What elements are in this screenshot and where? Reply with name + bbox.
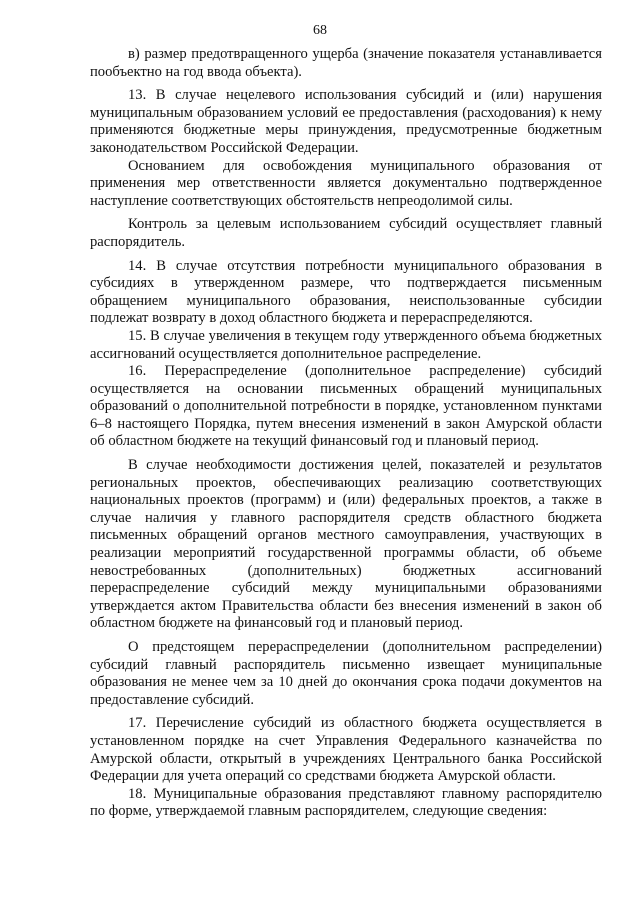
paragraph-3v-damage: в) размер предотвращенного ущерба (значение показателя устанавливается пообъектно на год ввода объекта). [90,46,602,80]
paragraph-notification: О предстоящем перераспределении (дополнительном распределении) субсидий главный распорядитель письменно извещает муниципальные образования не менее чем за 10 дней до окончания срока подачи документов на предоставление субсидий. [90,639,602,708]
paragraph-14-no-need: 14. В случае отсутствия потребности муниципального образования в субсидиях в утвержденном размере, что подтверждается письменным обращением муниципального образования, неиспользованные субсидии подлежат возврату в доход областного бюджета и перераспределяются. [90,257,602,327]
paragraph-17-transfer: 17. Перечисление субсидий из областного бюджета осуществляется в установленном порядке на счет Управления Федерального казначейства по Амурской области, открытый в учреждениях Центрального банка Российской Федерации для учета операций со средствами бюджета Амурской области. [90,715,602,785]
paragraph-redistribution-act: В случае необходимости достижения целей, показателей и результатов региональных проектов, обеспечивающих реализацию соответствующих национальных проектов (программ) и (или) федеральных проектов, а также в случае наличия у главного распорядителя средств областного бюджета письменных обращений органов местного самоуправления, участвующих в реализации мероприятий государственной программы области, об объеме невостребованных (дополнительных) бюджетных ассигнований перераспределение субсидий между муниципальными образованиями утверждается актом Правительства области без внесения изменений в закон об областном бюджете на финансовый год и плановый период. [90,457,602,632]
paragraph-13-misuse: 13. В случае нецелевого использования субсидий и (или) нарушения муниципальным образованием условий ее предоставления (расходования) к нему применяются бюджетные меры принуждения, предусмотренные бюджетным законодательством Российской Федерации. [90,87,602,156]
paragraph-force-majeure: Основанием для освобождения муниципального образования от применения мер ответственности является документально подтвержденное наступление соответствующих обстоятельств непреодолимой силы. [90,157,602,209]
paragraph-18-reports: 18. Муниципальные образования представляют главному распорядителю по форме, утверждаемой главным распорядителем, следующие сведения: [90,785,602,820]
paragraph-16-redistribution: 16. Перераспределение (дополнительное распределение) субсидий осуществляется на основании письменных обращений муниципальных образований о дополнительной потребности в порядке, установленном пунктами 6–8 настоящего Порядка, путем внесения изменений в закон Амурской области об областном бюджете на текущий финансовый год и плановый период. [90,363,602,450]
paragraph-15-increase: 15. В случае увеличения в текущем году утвержденного объема бюджетных ассигнований осуществляется дополнительное распределение. [90,327,602,362]
paragraph-control: Контроль за целевым использованием субсидий осуществляет главный распорядитель. [90,216,602,250]
page-number: 68 [313,23,327,38]
document-body [90,46,602,827]
